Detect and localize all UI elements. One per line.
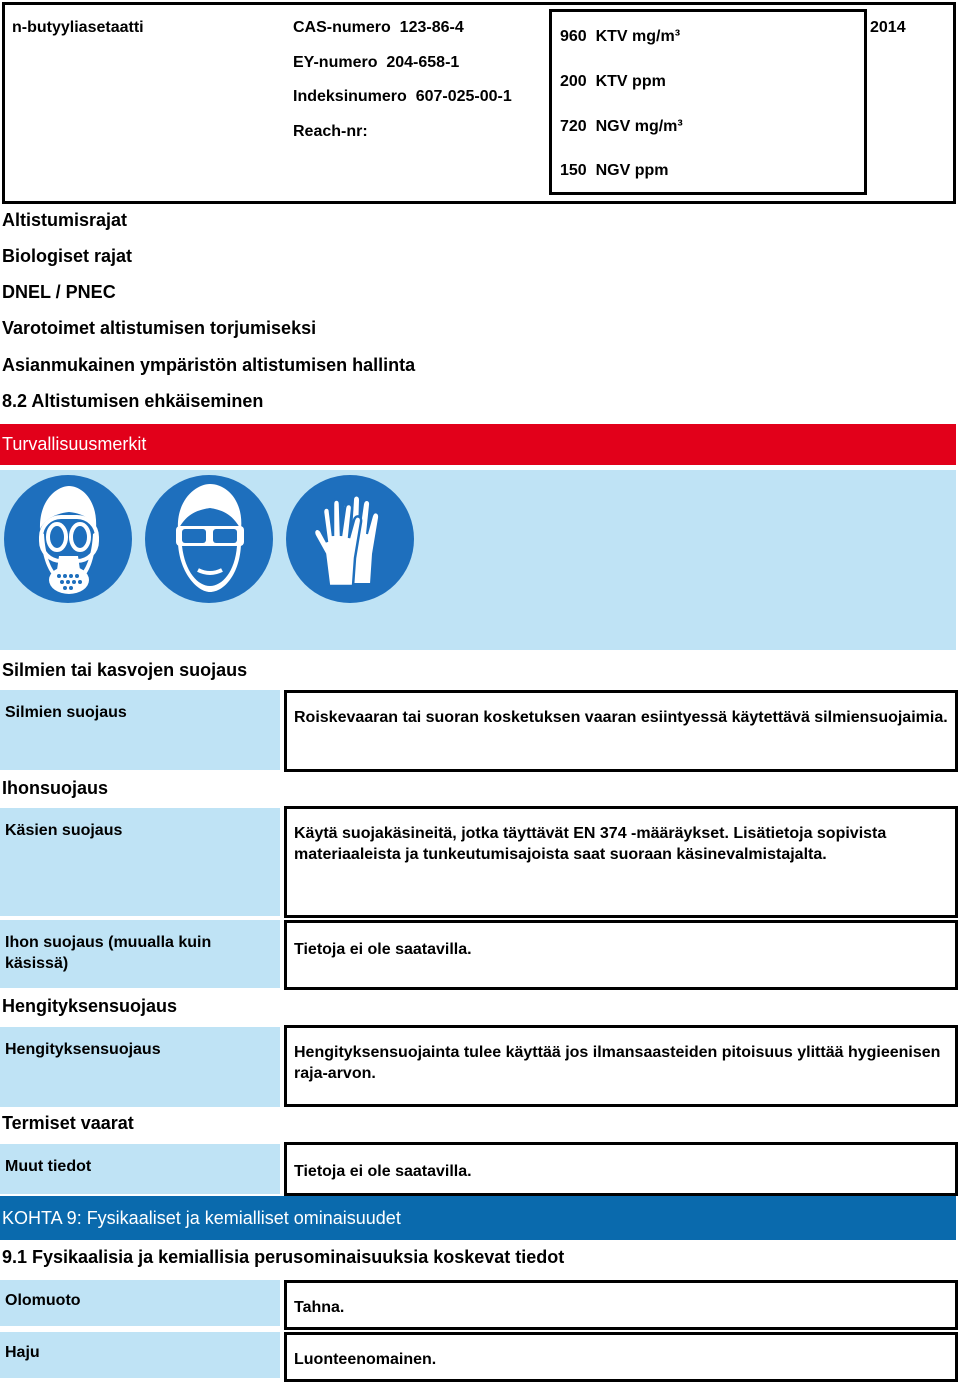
property-value: Tahna. — [284, 1280, 958, 1330]
property-label: Haju — [0, 1332, 280, 1378]
safety-goggles-icon — [144, 474, 275, 604]
limit-row — [560, 73, 666, 91]
section9-title: KOHTA 9: Fysikaaliset ja kemialliset ominaisuudet — [2, 1208, 401, 1228]
skin-protection-heading: Ihonsuojaus — [2, 778, 109, 798]
limit-value: 150 — [560, 162, 587, 179]
thermal-text: Tietoja ei ole saatavilla. — [284, 1142, 958, 1196]
respiratory-text: Hengityksensuojainta tulee käyttää jos ilmansaasteiden pitoisuus ylittää hygieenisen raja-arvon. — [284, 1025, 958, 1107]
section9-subheading: 9.1 Fysikaalisia ja kemiallisia perusominaisuuksia koskevat tiedot — [2, 1247, 565, 1267]
ey-number — [293, 54, 459, 72]
ey-value: 204-658-1 — [386, 54, 460, 71]
limit-value: 720 — [560, 118, 587, 135]
cas-number — [293, 19, 464, 37]
respiratory-label: Hengityksensuojaus — [0, 1027, 280, 1107]
eye-protection-label: Silmien suojaus — [0, 690, 280, 770]
limit-row — [560, 162, 668, 180]
property-label: Olomuoto — [0, 1280, 280, 1326]
other-skin-protection-text: Tietoja ei ole saatavilla. — [284, 920, 958, 990]
limit-unit: NGV ppm — [595, 162, 669, 179]
index-number — [293, 88, 512, 106]
heading-dnel-pnec: DNEL / PNEC — [2, 282, 116, 302]
respiratory-heading: Hengityksensuojaus — [2, 996, 178, 1016]
limit-row — [560, 118, 683, 136]
limit-value: 960 — [560, 28, 587, 45]
heading-exposure-controls: 8.2 Altistumisen ehkäiseminen — [2, 391, 264, 411]
thermal-heading: Termiset vaarat — [2, 1113, 134, 1133]
property-value: Luonteenomainen. — [284, 1332, 958, 1382]
limit-unit: NGV mg/m³ — [595, 118, 683, 135]
heading-biological-limits: Biologiset rajat — [2, 246, 133, 266]
eye-protection-text: Roiskevaaran tai suoran kosketuksen vaaran esiintyessä käytettävä silmiensuojaimia. — [284, 690, 958, 772]
hand-protection-label: Käsien suojaus — [0, 808, 280, 916]
ey-label: EY-numero — [293, 54, 378, 71]
cas-value: 123-86-4 — [399, 19, 464, 36]
heading-precautions: Varotoimet altistumisen torjumiseksi — [2, 318, 317, 338]
limit-value: 200 — [560, 73, 587, 90]
heading-exposure-limits: Altistumisrajat — [2, 210, 128, 230]
safety-signs-title: Turvallisuusmerkit — [2, 434, 147, 454]
limit-row — [560, 28, 680, 46]
hand-protection-text: Käytä suojakäsineitä, jotka täyttävät EN 374 -määräykset. Lisätietoja sopivista materiaaleista ja tunkeutumisajoista saat suoraan käsinevalmistajalta. — [284, 806, 958, 918]
other-skin-protection-label: Ihon suojaus (muualla kuin käsissä) — [0, 920, 280, 988]
limit-unit: KTV ppm — [595, 73, 666, 90]
index-value: 607-025-00-1 — [415, 88, 512, 105]
year: 2014 — [870, 19, 906, 36]
limit-unit: KTV mg/m³ — [595, 28, 681, 45]
reach-number: Reach-nr: — [293, 123, 368, 140]
heading-environmental: Asianmukainen ympäristön altistumisen hallinta — [2, 355, 416, 375]
eye-protection-heading: Silmien tai kasvojen suojaus — [2, 660, 248, 680]
protective-gloves-icon — [285, 474, 416, 604]
respirator-mask-icon — [3, 474, 134, 604]
index-label: Indeksinumero — [293, 88, 407, 105]
substance-name: n-butyyliasetaatti — [12, 19, 144, 36]
thermal-label: Muut tiedot — [0, 1144, 280, 1194]
cas-label: CAS-numero — [293, 19, 391, 36]
